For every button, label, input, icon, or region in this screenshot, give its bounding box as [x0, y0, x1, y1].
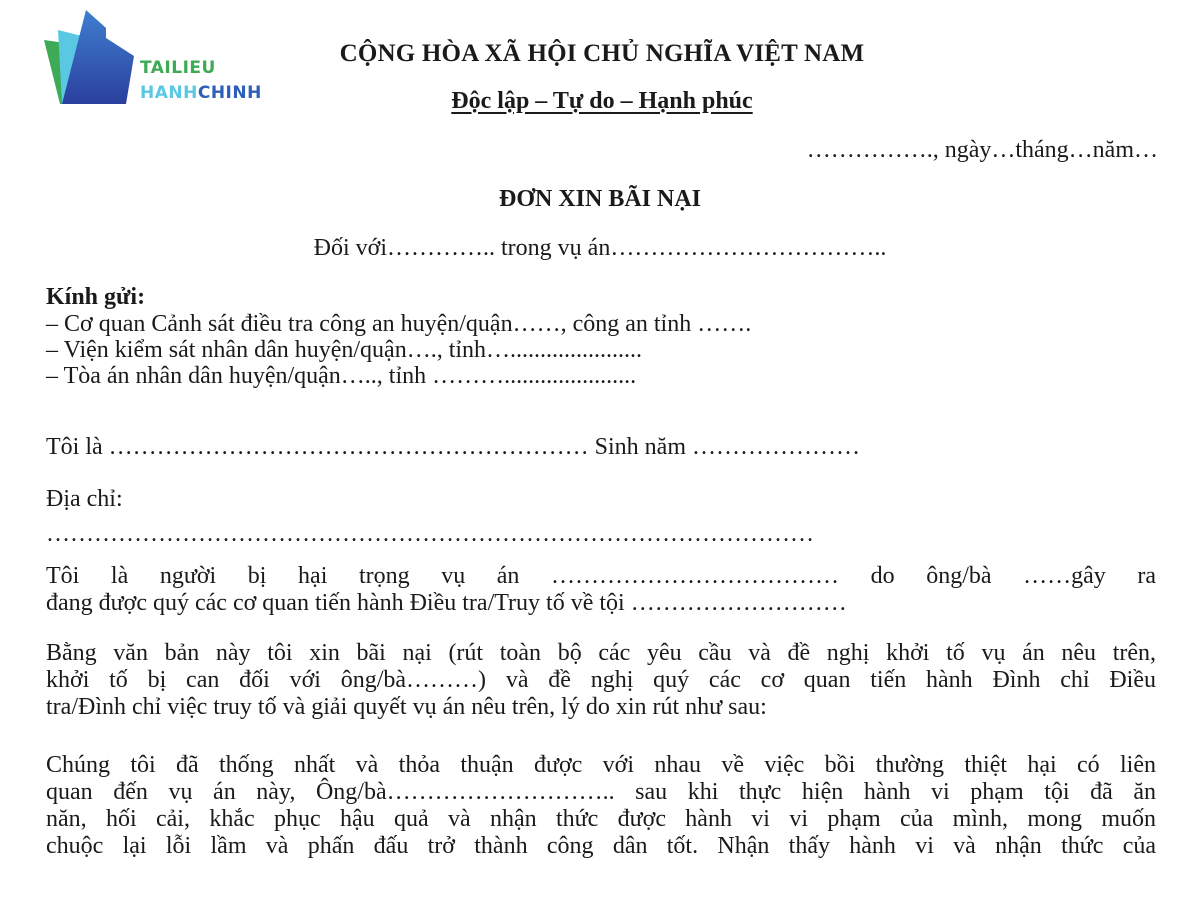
book-pages-icon: [42, 8, 142, 108]
logo-text-hanhchinh: HANHCHINH: [140, 83, 262, 103]
recipient-item: – Viện kiểm sát nhân dân huyện/quận…., tỉnh…......................: [46, 337, 643, 363]
recipient-item: – Tòa án nhân dân huyện/quận….., tỉnh ………......................: [46, 363, 637, 389]
recipients-block: [46, 283, 1156, 389]
address-label: Địa chỉ:: [46, 486, 123, 512]
recipient-item: – Cơ quan Cảnh sát điều tra công an huyện/quận……, công an tỉnh …….: [46, 311, 752, 337]
address-blank-line: ……………………………………………………………………………………: [46, 521, 814, 547]
paragraph-victim-statement: Tôi là người bị hại trọng vụ án ……………………………… do ông/bà ……gây ra đang được quý các cơ quan tiến hành Điều tra/Truy tố về tội ………………………: [46, 563, 1156, 616]
recipients-heading: Kính gửi:: [46, 284, 146, 310]
document-title: ĐƠN XIN BÃI NẠI: [498, 186, 702, 212]
tailieu-hanhchinh-logo: [42, 8, 282, 108]
national-motto: Độc lập – Tự do – Hạnh phúc: [451, 88, 753, 114]
logo-text-tailieu: TAILIEU: [140, 58, 216, 78]
paragraph-withdrawal-request: Bằng văn bản này tôi xin bãi nại (rút toàn bộ các yêu cầu và đề nghị khởi tố vụ án nêu trên, khởi tố bị can đối với ông/bà………) và đề nghị quý các cơ quan tiến hành Đình chỉ Điều tra/Đình chỉ việc truy tố và giải quyết vụ án nêu trên, lý do xin rút như sau:: [46, 640, 1156, 720]
national-title: CỘNG HÒA XÃ HỘI CHỦ NGHĨA VIỆT NAM: [339, 40, 865, 67]
document-subject: Đối với………….. trong vụ án……………………………..: [313, 235, 887, 261]
place-date-line: ……………., ngày…tháng…năm…: [806, 137, 1158, 163]
applicant-name-line: Tôi là …………………………………………………… Sinh năm …………………: [46, 434, 860, 460]
paragraph-reasons: Chúng tôi đã thống nhất và thỏa thuận được với nhau về việc bồi thường thiệt hại có liên quan đến vụ án này, Ông/bà……………………….. sau khi thực hiện hành vi phạm tội đã ăn năn, hối cải, khắc phục hậu quả và nhận thức được hành vi vi phạm của mình, mong muốn chuộc lại lỗi lầm và phấn đấu trở thành công dân tốt. Nhận thấy hành vi và nhận thức của: [46, 752, 1156, 859]
